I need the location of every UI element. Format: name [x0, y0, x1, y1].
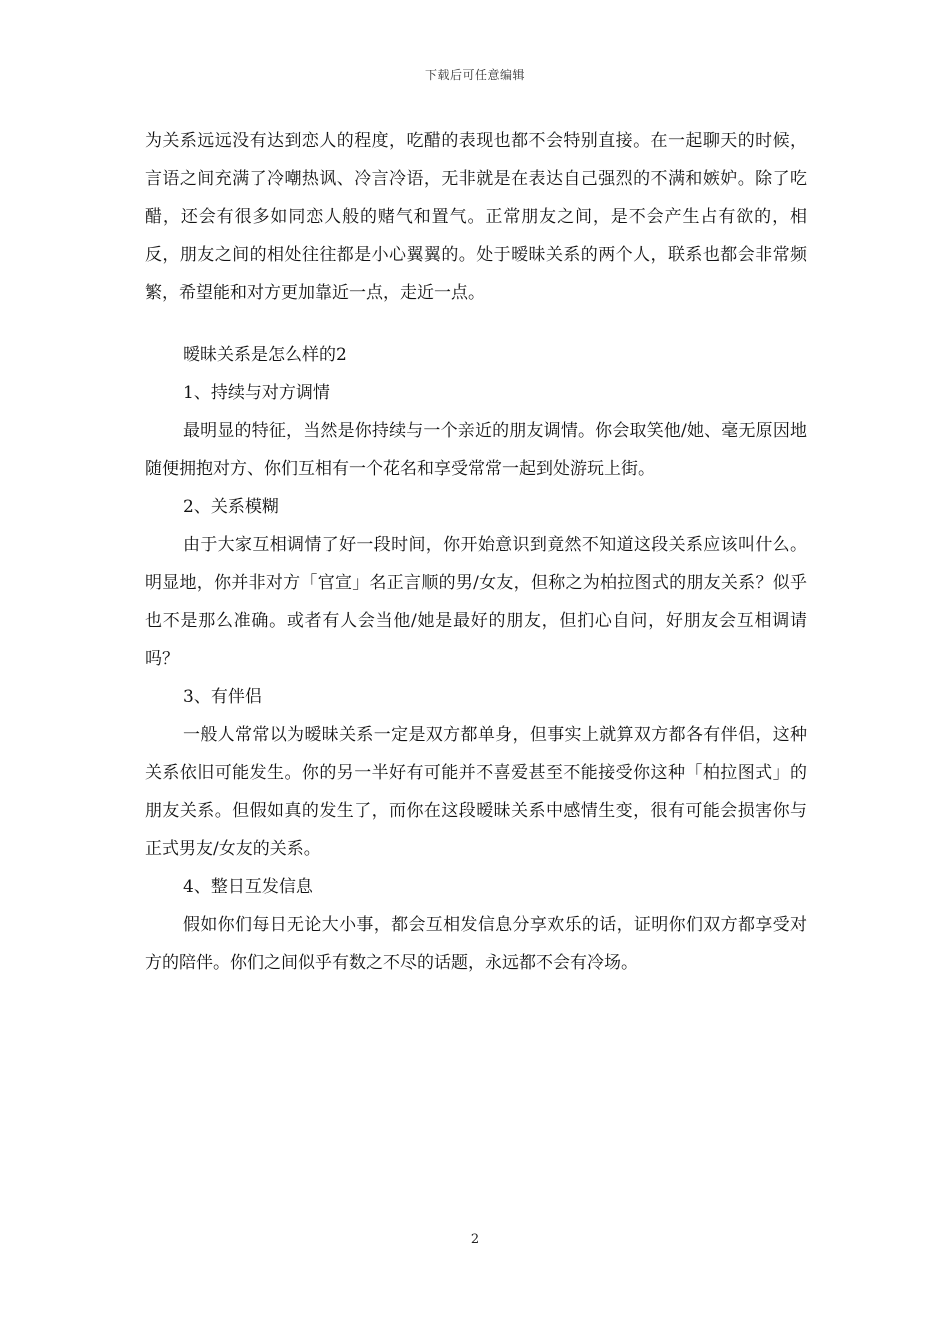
item-paragraph-2: 由于大家互相调情了好一段时间，你开始意识到竟然不知道这段关系应该叫什么。明显地，你并非对方「官宣」名正言顺的男/女友，但称之为柏拉图式的朋友关系？似乎也不是那么准确。或者有人会当他/她是最好的朋友，但扪心自问，好朋友会互相调请吗？: [145, 535, 807, 669]
page-header: 下载后可任意编辑: [424, 68, 525, 82]
item-heading-2: 2、关系模糊: [183, 497, 279, 517]
item-heading-4: 4、整日互发信息: [183, 877, 313, 897]
item-paragraph-4: 假如你们每日无论大小事，都会互相发信息分享欢乐的话，证明你们双方都享受对方的陪伴。你们之间似乎有数之不尽的话题，永远都不会有冷场。: [145, 915, 807, 973]
document-body: [145, 122, 807, 982]
section-spacer: [145, 312, 807, 336]
item-heading-1: 1、持续与对方调情: [183, 383, 330, 403]
continued-paragraph: 为关系远远没有达到恋人的程度，吃醋的表现也都不会特别直接。在一起聊天的时候，言语之间充满了冷嘲热讽、冷言冷语，无非就是在表达自己强烈的不满和嫉妒。除了吃醋，还会有很多如同恋人般的赌气和置气。正常朋友之间，是不会产生占有欲的，相反，朋友之间的相处往往都是小心翼翼的。处于暧昧关系的两个人，联系也都会非常频繁，希望能和对方更加靠近一点，走近一点。: [145, 131, 807, 303]
page-number: 2: [470, 1232, 480, 1247]
section-title: 暧昧关系是怎么样的2: [183, 345, 347, 365]
item-paragraph-1: 最明显的特征，当然是你持续与一个亲近的朋友调情。你会取笑他/她、毫无原因地随便拥抱对方、你们互相有一个花名和享受常常一起到处游玩上街。: [145, 421, 807, 479]
item-paragraph-3: 一般人常常以为暧昧关系一定是双方都单身，但事实上就算双方都各有伴侣，这种关系依旧可能发生。你的另一半好有可能并不喜爱甚至不能接受你这种「柏拉图式」的朋友关系。但假如真的发生了，而你在这段暧昧关系中感情生变，很有可能会损害你与正式男友/女友的关系。: [145, 725, 807, 859]
item-heading-3: 3、有伴侣: [183, 687, 262, 707]
